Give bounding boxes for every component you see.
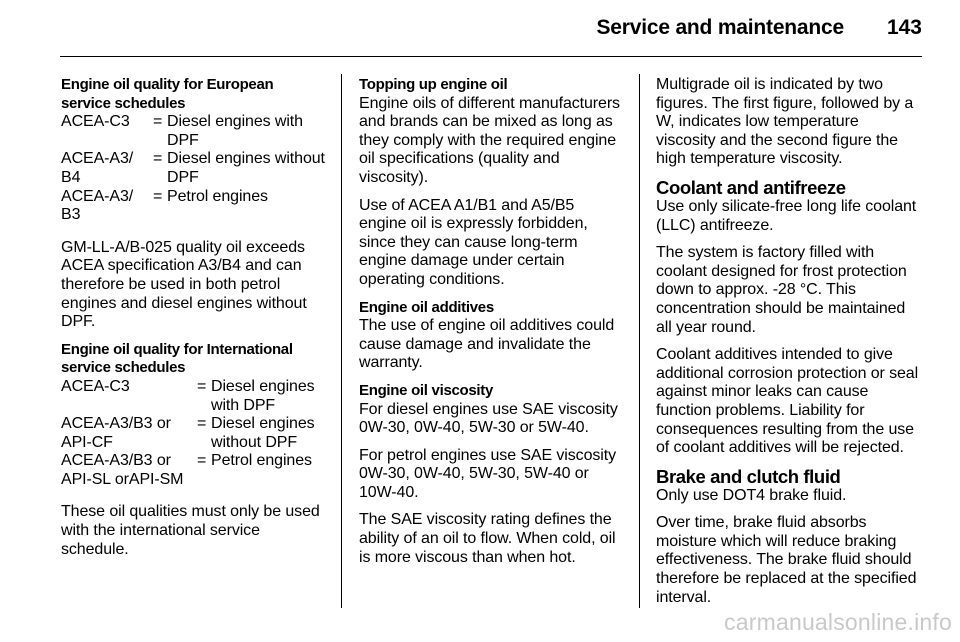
spec-key: ACEA-C3 <box>61 377 130 395</box>
spec-equals: = <box>197 415 207 433</box>
spec-value: Diesel engines without DPF <box>211 415 315 451</box>
coolant-paragraph-3: Coolant additives intended to give additional corrosion protection or seal against minor leaks can cause function problems. Liability for consequences resulting from the use of coolant additives will be rejected. <box>656 346 919 457</box>
spec-key: ACEA-A3/B3 or API-CF <box>61 415 171 451</box>
spec-value: Diesel engines without DPF <box>167 150 325 186</box>
page-title: Service and maintenance <box>596 16 844 39</box>
spec-key: ACEA-A3/B3 or API-SL orAPI-SM <box>61 452 184 488</box>
spec-value: Diesel engines with DPF <box>211 377 315 414</box>
page-number: 143 <box>886 16 922 39</box>
spec-value: Petrol engines <box>167 187 268 205</box>
spec-key: ACEA-C3 <box>61 113 130 131</box>
spec-equals: = <box>153 113 163 131</box>
spec-equals: = <box>153 150 163 168</box>
brake-paragraph-1: Only use DOT4 brake fluid. <box>656 486 847 504</box>
euro-schedule-heading: Engine oil quality for European service schedules <box>61 76 274 112</box>
topup-heading: Topping up engine oil <box>359 76 508 93</box>
spec-equals: = <box>197 377 207 395</box>
additives-heading: Engine oil additives <box>359 298 494 316</box>
column-3 <box>656 76 920 616</box>
gm-quality-paragraph: GM-LL-A/B-025 quality oil exceeds ACEA specification A3/B4 and can therefore be used in both petrol engines and diesel engines without DPF. <box>61 238 307 331</box>
viscosity-heading: Engine oil viscosity <box>359 381 494 399</box>
viscosity-paragraph-1: For diesel engines use SAE viscosity 0W-30, 0W-40, 5W-30 or 5W-40. <box>359 400 618 437</box>
euro-spec-table <box>61 113 325 225</box>
spec-key: ACEA-A3/ B4 <box>61 150 134 186</box>
watermark: carmanualsonline.info <box>724 609 952 635</box>
coolant-paragraph-1: Use only silicate-free long life coolant (LLC) antifreeze. <box>656 197 917 234</box>
column-2 <box>359 76 623 576</box>
brake-heading: Brake and clutch fluid <box>656 465 841 487</box>
coolant-heading: Coolant and antifreeze <box>656 176 846 198</box>
spec-value: Petrol engines <box>211 452 312 470</box>
spec-key: ACEA-A3/ B3 <box>61 187 134 224</box>
viscosity-paragraph-3: The SAE viscosity rating defines the ability of an oil to flow. When cold, oil is more viscous than when hot. <box>359 511 616 566</box>
topup-paragraph-1: Engine oils of different manufacturers and brands can be mixed as long as they comply with the required engine oil specifications (quality and viscosity). <box>359 94 620 186</box>
column-divider-2 <box>639 74 640 608</box>
column-divider-1 <box>341 74 342 608</box>
coolant-paragraph-2: The system is factory filled with coolant designed for frost protection down to approx. -28 °C. This concentration should be maintained all year round. <box>656 244 907 336</box>
intl-spec-table <box>61 378 325 490</box>
header-divider <box>60 56 922 57</box>
additives-paragraph: The use of engine oil additives could cause damage and invalidate the warranty. <box>359 317 615 372</box>
spec-value: Diesel engines with DPF <box>167 113 303 149</box>
viscosity-paragraph-2: For petrol engines use SAE viscosity 0W-30, 0W-40, 5W-30, 5W-40 or 10W-40. <box>359 446 616 501</box>
multigrade-paragraph: Multigrade oil is indicated by two figures. The first figure, followed by a W, indicates low temperature viscosity and the second figure the high temperature viscosity. <box>656 76 914 168</box>
spec-equals: = <box>197 452 207 470</box>
intl-schedule-heading: Engine oil quality for International service schedules <box>61 340 293 377</box>
topup-paragraph-2: Use of ACEA A1/B1 and A5/B5 engine oil is expressly forbidden, since they can cause long-term engine damage under certain operating conditions. <box>359 196 588 288</box>
column-1 <box>61 76 325 568</box>
spec-equals: = <box>153 187 163 205</box>
brake-paragraph-2: Over time, brake fluid absorbs moisture which will reduce braking effectiveness. The brake fluid should therefore be replaced at the specified interval. <box>656 514 917 606</box>
intl-note-paragraph: These oil qualities must only be used with the international service schedule. <box>61 503 320 558</box>
